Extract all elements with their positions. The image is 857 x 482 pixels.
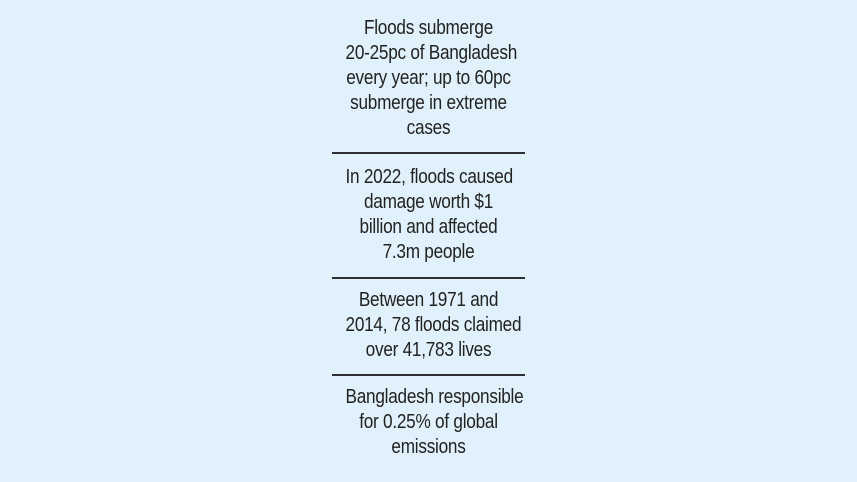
fact-emissions-share [345,385,524,460]
fact-line: emissions [391,436,466,458]
divider [332,277,525,279]
fact-flood-deaths [345,288,522,363]
divider [332,152,525,154]
fact-line: over 41,783 lives [365,339,492,361]
fact-line: billion and affected [359,216,498,238]
fact-line: 20-25pc of Bangladesh [345,42,518,64]
fact-line: Floods submerge [363,17,494,39]
fact-line: submerge in extreme [350,92,507,114]
fact-flood-coverage [345,16,518,141]
divider [332,374,525,376]
fact-line: Between 1971 and [358,289,499,311]
fact-line: damage worth $1 [363,191,494,213]
fact-line: cases [406,117,451,139]
fact-line: every year; up to 60pc [346,67,511,89]
fact-2022-damage [346,165,512,265]
fact-line: Bangladesh responsible [345,386,524,408]
fact-line: for 0.25% of global [359,411,498,433]
fact-line: 2014, 78 floods claimed [345,314,522,336]
fact-line: In 2022, floods caused [345,166,513,188]
fact-line: 7.3m people [382,241,475,263]
